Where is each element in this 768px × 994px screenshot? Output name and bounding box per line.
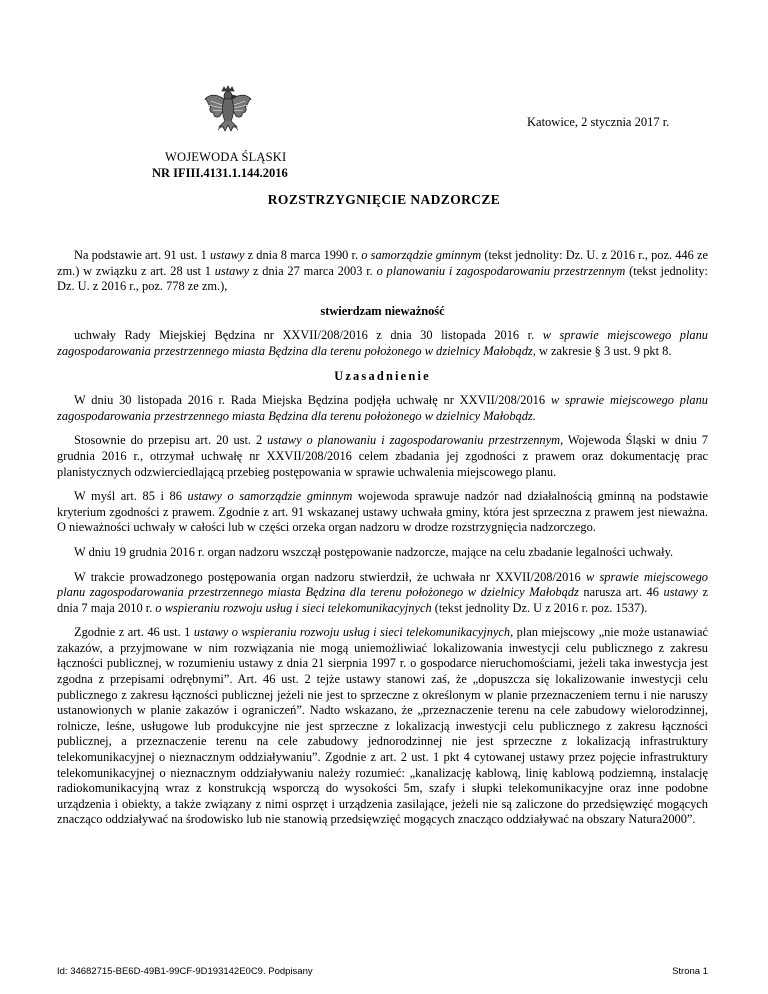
page-number: Strona 1 bbox=[672, 966, 708, 977]
decision-paragraph: uchwały Rady Miejskiej Będzina nr XXVII/208/2016 z dnia 30 listopada 2016 r. w sprawie miejscowego planu zagospodarowania przestrzennego miasta Będzina dla terenu położonego w dzielnicy Małobądz, w zakresie § 3 ust. 9 pkt 8. bbox=[57, 328, 708, 358]
document-title: ROZSTRZYGNIĘCIE NADZORCZE bbox=[267, 192, 501, 207]
document-id-footer: Id: 34682715-BE6D-49B1-99CF-9D193142E0C9. Podpisany bbox=[57, 966, 313, 977]
justification-paragraph-3: W myśl art. 85 i 86 ustawy o samorządzie gminnym wojewoda sprawuje nadzór nad działalnością gminną na podstawie kryterium zgodności z prawem. Zgodnie z art. 91 wskazanej ustawy uchwała gminy, która jest sprzeczna z prawem jest nieważna. O nieważności uchwały w całości lub w części orzeka organ nadzoru w drodze rozstrzygnięcia nadzorczego. bbox=[57, 489, 709, 535]
place-and-date: Katowice, 2 stycznia 2017 r. bbox=[527, 115, 670, 129]
justification-paragraph-5: W trakcie prowadzonego postępowania organ nadzoru stwierdził, że uchwała nr XXVII/208/2016 w sprawie miejscowego planu zagospodarowania przestrzennego miasta Będzina dla terenu położonego w dzielnicy Małobądz narusza art. 46 ustawy z dnia 7 maja 2010 r. o wspieraniu rozwoju usług i sieci telekomunikacyjnych (tekst jednolity Dz. U z 2016 r. poz. 1537). bbox=[57, 569, 708, 615]
justification-heading: Uzasadnienie bbox=[334, 368, 431, 383]
justification-paragraph-6: Zgodnie z art. 46 ust. 1 ustawy o wspieraniu rozwoju usług i sieci telekomunikacyjnych, plan miejscowy „nie może ustanawiać zakazów, a przyjmowane w nim rozwiązania nie mogą uniemożliwiać lokalizowania inwestycji celu publicznego z zakresu łączności publicznej, w rozumieniu ustawy z dnia 21 sierpnia 1997 r. o gospodarce nieruchomościami, jeżeli taka inwestycja jest zgodna z przepisami odrębnymi”. Art. 46 ust. 2 tejże ustawy stanowi zaś, że „dopuszcza się lokalizowanie inwestycji celu publicznego z zakresu łączności publicznej jeżeli nie jest to sprzeczne z określonym w planie przeznaczeniem ternu i nie naruszy ustanowionych w planie zakazów i ograniczeń”. Nadto wskazano, że „przeznaczenie terenu na cele zabudowy wielorodzinnej, rolnicze, leśne, usługowe lub produkcyjne nie jest sprzeczne z lokalizacją inwestycji celu publicznego z zakresu łączności publicznej, a przeznaczenie terenu na cele zabudowy jednorodzinnej nie jest sprzeczne z lokalizacją infrastruktury telekomunikacyjnej o nieznacznym oddziaływaniu”. Zgodnie z art. 2 ust. 1 pkt 4 cytowanej ustawy przez pojęcie infrastruktury telekomunikacyjnej o nieznacznym oddziaływaniu należy rozumieć: „kanalizację kablową, linię kablową podziemną, instalację radiokomunikacyjną wraz z konstrukcją wsporczą do wysokości 5m, szafy i słupki telekomunikacyjne oraz inne podobne urządzenia i obiekty, a także związany z nimi osprzęt i urządzenia zasilające, jeżeli nie są zaliczone do przedsięwzięć mogących znacząco oddziaływać na środowisko lub nie stanowią przedsięwzięć mogących znacząco oddziaływać na obszary Natura2000”. bbox=[57, 625, 708, 827]
reference-number: NR IFIII.4131.1.144.2016 bbox=[152, 166, 288, 180]
decision-heading: stwierdzam nieważność bbox=[320, 303, 445, 318]
justification-paragraph-1: W dniu 30 listopada 2016 r. Rada Miejska Będzina podjęła uchwałę nr XXVII/208/2016 w sprawie miejscowego planu zagospodarowania przestrzennego miasta Będzina dla terenu położonego w dzielnicy Małobądz. bbox=[57, 393, 709, 423]
document-body bbox=[57, 248, 708, 828]
issuing-authority: WOJEWODA ŚLĄSKI bbox=[165, 150, 287, 164]
polish-eagle-emblem-icon bbox=[203, 83, 253, 137]
justification-paragraph-4: W dniu 19 grudnia 2016 r. organ nadzoru wszczął postępowanie nadzorcze, mające na celu zbadanie legalności uchwały. bbox=[74, 544, 674, 559]
legal-basis-paragraph: Na podstawie art. 91 ust. 1 ustawy z dnia 8 marca 1990 r. o samorządzie gminnym (tekst jednolity: Dz. U. z 2016 r., poz. 446 ze zm.) w związku z art. 28 ust 1 ustawy z dnia 27 marca 2003 r. o planowaniu i zagospodarowaniu przestrzennym (tekst jednolity: Dz. U. z 2016 r., poz. 778 ze zm.), bbox=[57, 248, 708, 294]
justification-paragraph-2: Stosownie do przepisu art. 20 ust. 2 ustawy o planowaniu i zagospodarowaniu przestrzennym, Wojewoda Śląski w dniu 7 grudnia 2016 r., otrzymał uchwałę nr XXVII/208/2016 celem zbadania jej zgodności z prawem oraz dokumentację prac planistycznych odzwierciedlającą przebieg postępowania w sprawie uchwalenia miejscowego planu. bbox=[57, 433, 708, 479]
